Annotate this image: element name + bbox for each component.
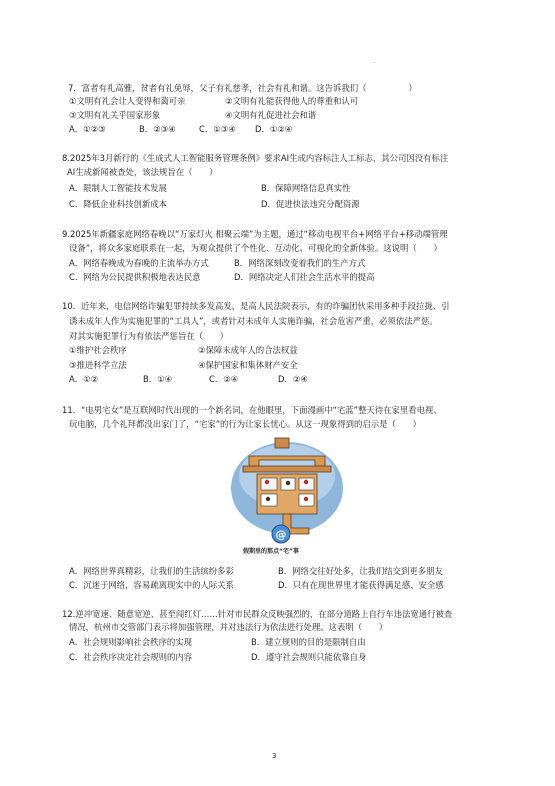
q10-item-4: ④保护国家和集体财产安全 [198, 360, 298, 370]
q8-option-a: A．限制人工智能技术发展 [69, 183, 167, 193]
q10-stem-line1: 10．近年来，电信网络诈骗犯罪持续多发高发，是高人民法院表示，有的诈骗团伙采用多种手段拉拢、引 [62, 301, 450, 311]
page-number: 3 [272, 752, 277, 760]
q9-stem-line2: 设备”，将众多家庭联系在一起，为观众提供了个性化、互动化、可视化的全新体验。这说明（ ） [69, 243, 442, 253]
q9-option-b: B．网络深刻改变着我们的生产方式 [234, 258, 366, 268]
q11-stem-line2: 玩电脑，几个礼拜都没出家门了，“宅家”的行为让家长忧心。从这一现象得到的启示是（ ） [69, 419, 422, 429]
q11-option-a: A．网络世界真精彩，让我们的生活缤纷多彩 [69, 566, 234, 576]
q11-option-b: B．网络交往好处多，让我们结交到更多朋友 [278, 566, 443, 576]
q7-option-b: B．②③④ [139, 124, 176, 134]
q10-option-b: B．①④ [143, 374, 173, 384]
q12-option-d: D．遵守社会规则只能依靠自身 [251, 652, 367, 662]
cartoon-house-icon [227, 436, 345, 560]
q10-option-d: D．②④ [278, 374, 308, 384]
q8-option-c: C．降低企业科技创新成本 [69, 199, 167, 209]
q7-item-1: ①文明有礼会让人变得和蔼可亲 [69, 96, 186, 106]
q9-stem-line1: 9.2025年新疆家庭网络春晚以“万家灯火 相聚云端”为主题，通过“移动电视平台+网络平台+移动端管理 [62, 229, 448, 239]
q10-stem-line3: 对其实施犯罪行为有依法严惩旨在（ ） [69, 331, 229, 341]
q9-option-d: D．网络决定人们社会生活水平的提高 [234, 272, 375, 282]
cartoon-illustration [227, 436, 345, 560]
q12-option-c: C．社会秩序决定社会规则的内容 [69, 652, 193, 662]
q9-option-a: A．网络春晚成为春晚的主流举办方式 [69, 258, 209, 268]
q12-option-b: B．建立规则的目的是限制自由 [251, 637, 366, 647]
q12-option-a: A．社会规则影响社会秩序的实现 [69, 637, 192, 647]
q7-item-4: ④文明有礼促进社会和谐 [225, 110, 317, 120]
q10-item-2: ②保障未成年人的合法权益 [198, 345, 298, 355]
q7-stem: 7．富者有礼高雅，贫者有礼免辱，父子有礼慈孝，社会有礼和谐。这告诉我们（ ） [68, 83, 417, 93]
q11-option-d: D．只有在现世界里才能获得满足感、安全感 [278, 580, 444, 590]
q7-item-3: ③文明有礼关乎国家形象 [69, 110, 161, 120]
q11-stem-line1: 11．“电男宅女”是互联网时代出现的一个新名词，在他眼里，下面漫画中“宅蓝”整天待在家里看电视、 [62, 405, 442, 415]
top-mark: · [373, 60, 375, 67]
q8-option-d: D．促进快法违究分配资源 [261, 199, 360, 209]
q7-option-d: D．①②④ [255, 124, 293, 134]
q9-option-c: C．网络为公民提供积极地表达民意 [69, 272, 201, 282]
q10-option-c: C．②④ [209, 374, 239, 384]
q8-option-b: B．保障网络信息真实性 [261, 183, 351, 193]
q12-stem-line2: 情况，杭州市交管部门表示将加强管理，并对违法行为依法进行处理。这表明（ ） [69, 622, 388, 632]
q8-stem-line1: 8.2025年3月新行的《生成式人工智能服务管理条例》要求AI生成内容标注人工标志，其公司因没有标注 [62, 153, 449, 163]
q10-option-a: A．①② [69, 374, 99, 384]
q7-item-2: ②文明有礼能获得他人的尊重和认可 [225, 96, 359, 106]
q8-stem-line2: AI生成新闻被查处，该法规旨在（ ） [67, 167, 218, 177]
q10-stem-line2: 诱未成年人作为实施犯罪的“工具人”，或者针对未成年人实施诈骗，社会危害严重，必须依法严惩。 [69, 316, 438, 326]
figure-caption: 假期里的那点“宅”事 [243, 548, 299, 555]
q10-item-3: ③推进科学立法 [69, 360, 127, 370]
q10-item-1: ①维护社会秩序 [69, 345, 127, 355]
q7-option-c: C．①③④ [199, 124, 236, 134]
q12-stem-line1: 12.逆冲宽速、随意宽逆、甚至闯红灯……针对市民群众反映强烈的，在部分道路上自行车违法宽通行被查 [62, 609, 453, 619]
svg-text:@: @ [275, 528, 287, 541]
q11-option-c: C．沉迷于网络，容易疏离现实中的人际关系 [69, 580, 234, 590]
q7-option-a: A．①②③ [69, 124, 106, 134]
